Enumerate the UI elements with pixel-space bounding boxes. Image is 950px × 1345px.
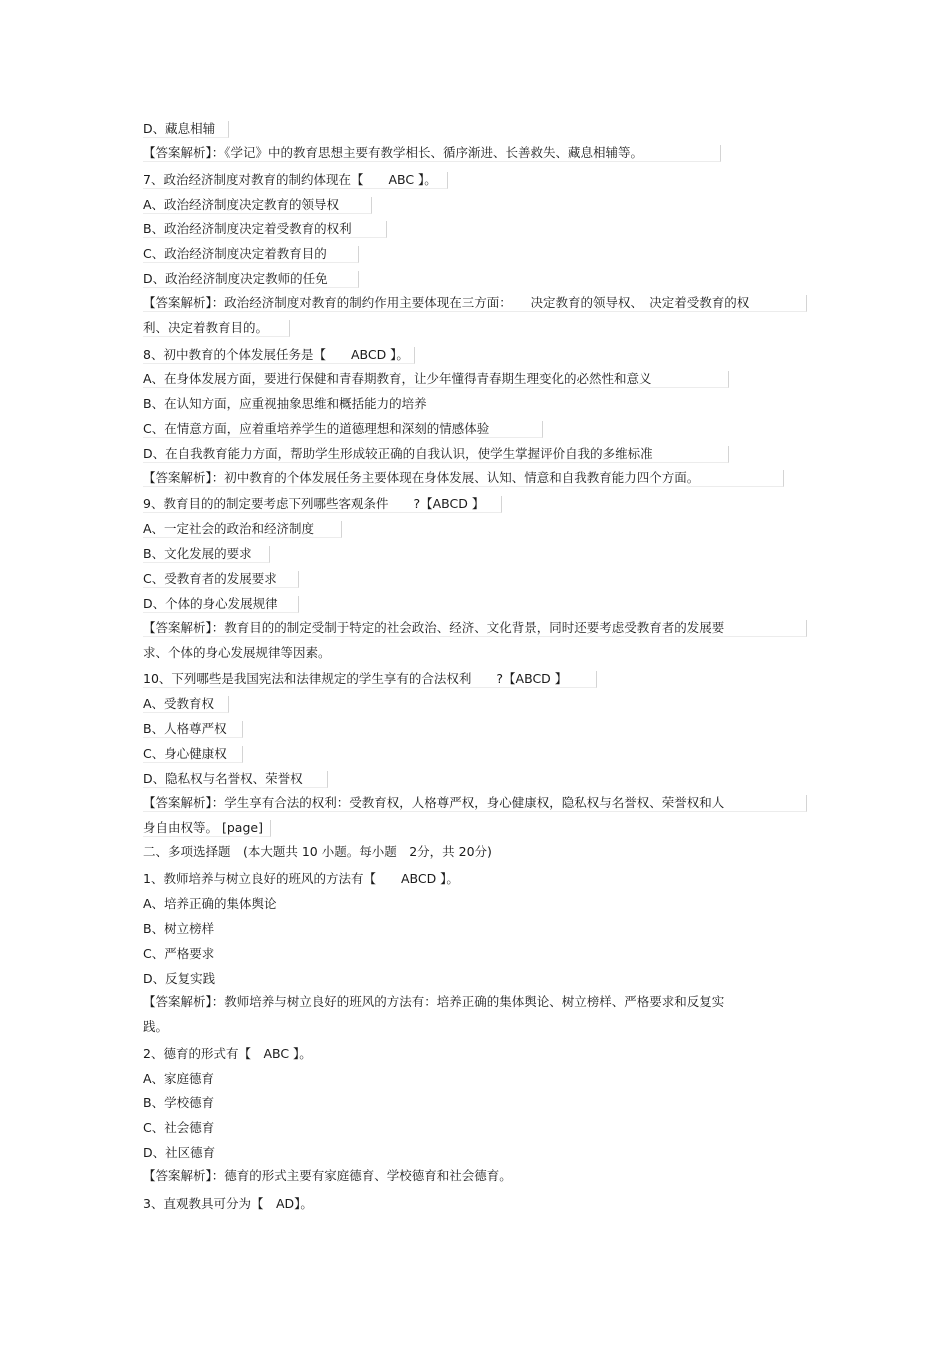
text-line: A、政治经济制度决定教育的领导权 (143, 197, 372, 214)
text-line: D、在自我教育能力方面，帮助学生形成较正确的自我认识，使学生掌握评价自我的多维标准 (143, 446, 729, 463)
text-line: A、一定社会的政治和经济制度 (143, 521, 342, 538)
text-line: 身自由权等。 [page] (143, 820, 271, 837)
text-line: 求、个体的身心发展规律等因素。 (143, 645, 331, 660)
text-line: B、人格尊严权 (143, 721, 243, 738)
text-line: 2、德育的形式有【 ABC 】。 (143, 1046, 312, 1061)
text-line: D、政治经济制度决定教师的任免 (143, 271, 359, 288)
text-line: B、学校德育 (143, 1095, 215, 1110)
text-line: C、身心健康权 (143, 746, 243, 763)
text-line: C、社会德育 (143, 1120, 215, 1135)
text-line: D、藏息相辅 (143, 121, 229, 138)
text-line: 利、决定着教育目的。 (143, 320, 290, 337)
text-line: 3、直观教具可分为【 AD】。 (143, 1196, 313, 1211)
text-line: C、政治经济制度决定着教育目的 (143, 246, 359, 263)
text-line: 践。 (143, 1019, 169, 1034)
text-line: D、个体的身心发展规律 (143, 596, 299, 613)
text-line: A、在身体发展方面，要进行保健和青春期教育，让少年懂得青春期生理变化的必然性和意义 (143, 371, 729, 388)
text-line: 8、初中教育的个体发展任务是【 ABCD 】。 (143, 347, 415, 364)
text-line: D、社区德育 (143, 1145, 216, 1160)
text-line: 【答案解析】：教师培养与树立良好的班风的方法有：培养正确的集体舆论、树立榜样、严格要求和反复实 (143, 994, 725, 1009)
text-line: A、培养正确的集体舆论 (143, 896, 277, 911)
text-line: 7、政治经济制度对教育的制约体现在【 ABC 】。 (143, 172, 448, 189)
text-line: C、在情意方面，应着重培养学生的道德理想和深刻的情感体验 (143, 421, 543, 438)
text-line: C、受教育者的发展要求 (143, 571, 299, 588)
text-line: 10、下列哪些是我国宪法和法律规定的学生享有的合法权利 ?【ABCD 】 (143, 671, 597, 688)
text-line: B、政治经济制度决定着受教育的权利 (143, 221, 387, 238)
text-line: B、在认知方面，应重视抽象思维和概括能力的培养 (143, 396, 427, 411)
text-line: 【答案解析】：学生享有合法的权利：受教育权，人格尊严权，身心健康权，隐私权与名誉权、荣誉权和人 (143, 795, 807, 812)
text-line: A、家庭德育 (143, 1071, 215, 1086)
text-line: D、隐私权与名誉权、荣誉权 (143, 771, 328, 788)
text-line: 二、多项选择题 (本大题共 10 小题。每小题 2分，共 20分) (143, 844, 492, 859)
text-line: 9、教育目的的制定要考虑下列哪些客观条件 ?【ABCD 】 (143, 496, 502, 513)
text-line: 【答案解析】：初中教育的个体发展任务主要体现在身体发展、认知、情意和自我教育能力四个方面。 (143, 470, 784, 487)
text-line: 【答案解析】：教育目的的制定受制于特定的社会政治、经济、文化背景，同时还要考虑受教育者的发展要 (143, 620, 807, 637)
text-line: C、严格要求 (143, 946, 215, 961)
text-line: 1、教师培养与树立良好的班风的方法有【 ABCD 】。 (143, 871, 459, 886)
text-line: 【答案解析】：政治经济制度对教育的制约作用主要体现在三方面： 决定教育的领导权、 决定着受教育的权 (143, 295, 807, 312)
text-line: A、受教育权 (143, 696, 229, 713)
text-line: 【答案解析】：《学记》中的教育思想主要有教学相长、循序渐进、长善救失、藏息相辅等。 (143, 145, 721, 162)
text-line: B、文化发展的要求 (143, 546, 270, 563)
text-line: B、树立榜样 (143, 921, 215, 936)
text-line: 【答案解析】：德育的形式主要有家庭德育、学校德育和社会德育。 (143, 1168, 512, 1183)
text-line: D、反复实践 (143, 971, 216, 986)
